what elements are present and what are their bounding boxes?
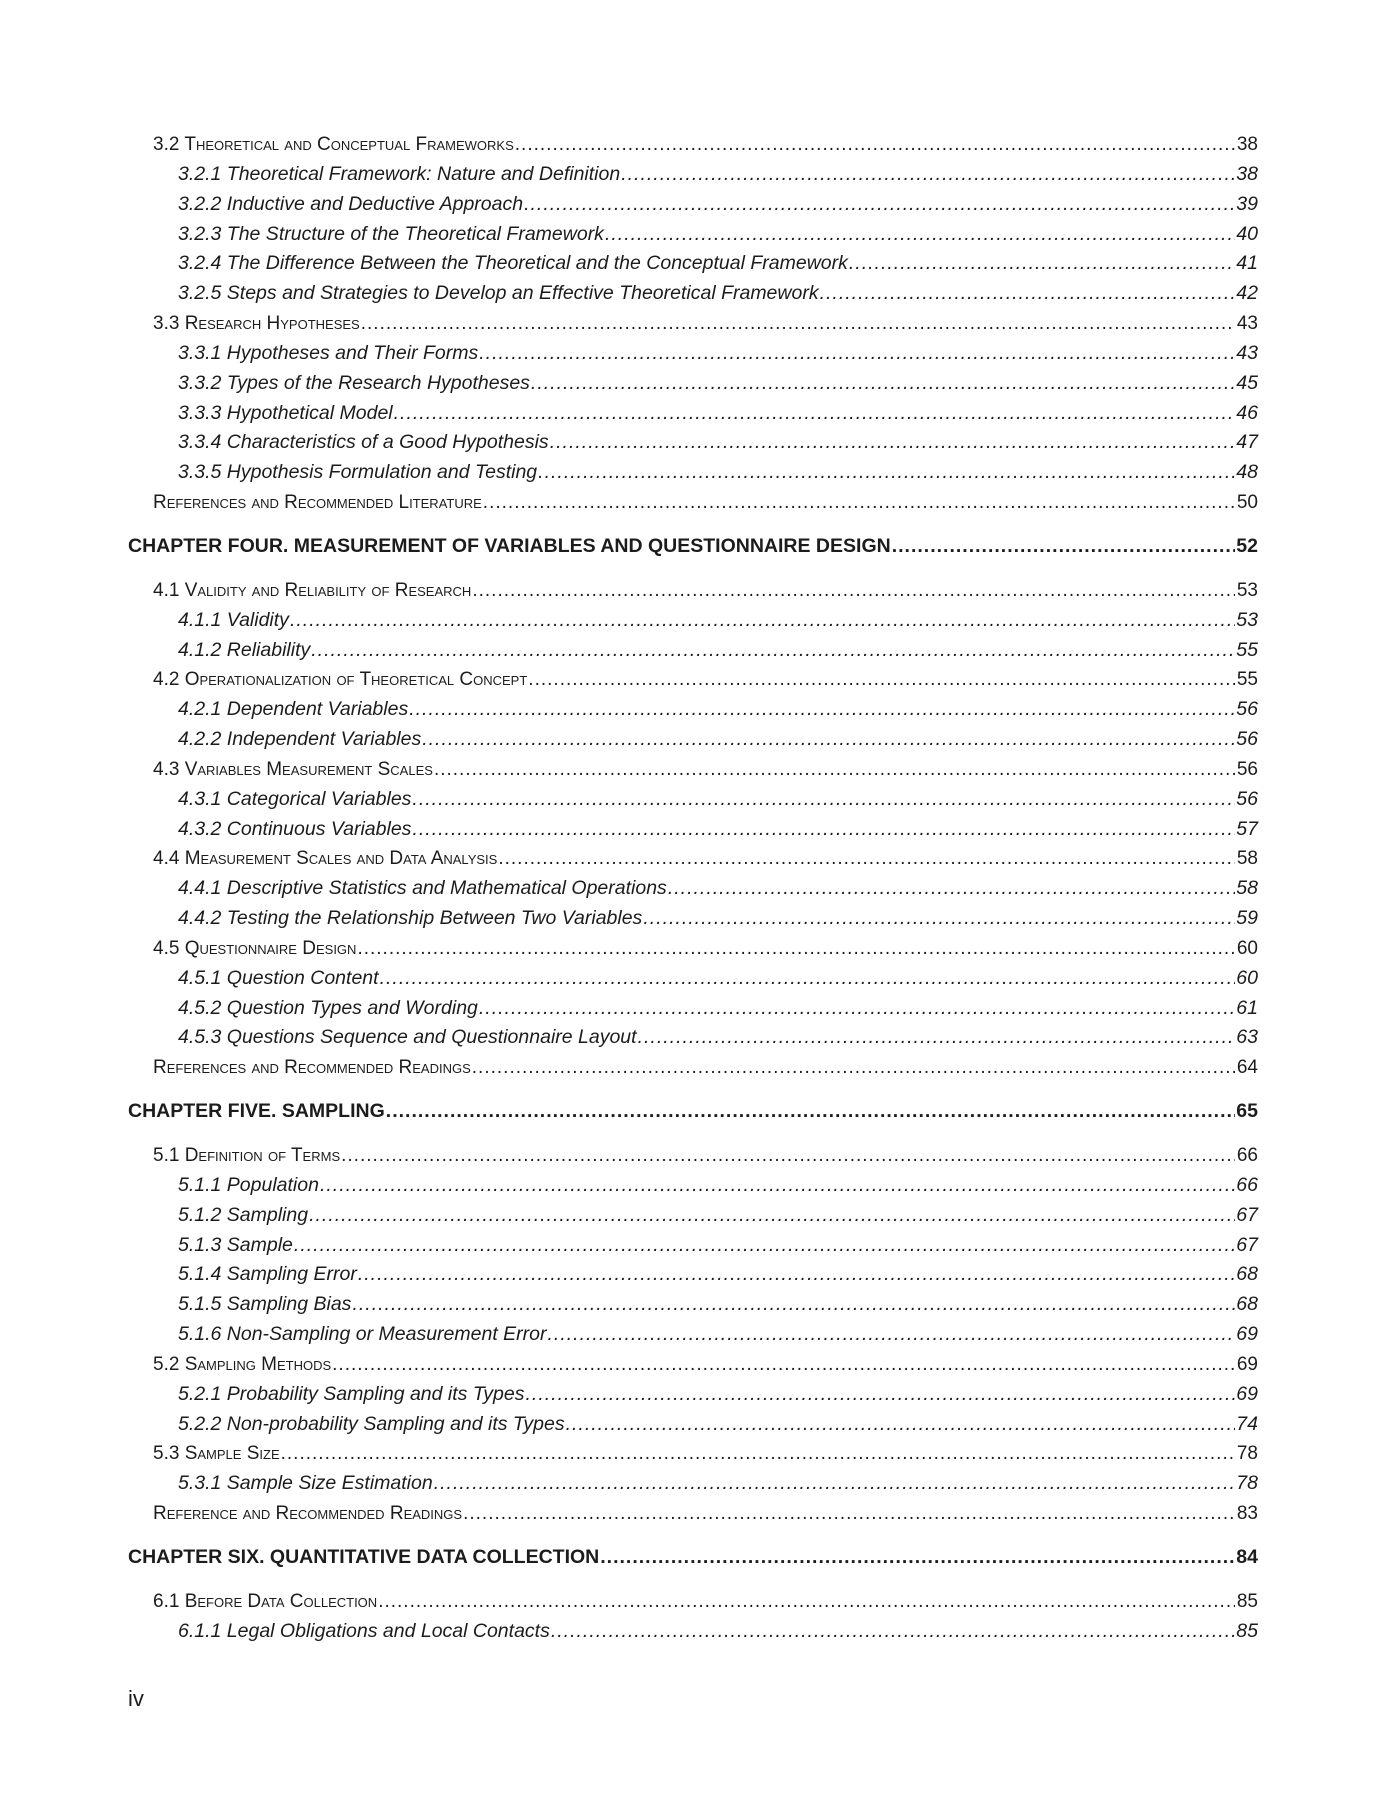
toc-entry-title: CHAPTER SIX. QUANTITATIVE DATA COLLECTION	[128, 1545, 600, 1568]
toc-entry[interactable]	[128, 190, 1258, 220]
toc-entry[interactable]	[128, 309, 1258, 339]
toc-entry[interactable]	[128, 695, 1258, 725]
dot-leader	[380, 964, 1235, 994]
dot-leader	[386, 1097, 1235, 1127]
toc-entry-page: 69	[1236, 1382, 1258, 1405]
toc-entry[interactable]	[128, 160, 1258, 190]
toc-entry-page: 47	[1236, 431, 1258, 454]
toc-entry-page: 38	[1236, 162, 1258, 185]
toc-entry-title: 3.2.4 The Difference Between the Theoretical and the Conceptual Framework	[178, 252, 848, 275]
dot-leader	[311, 636, 1235, 666]
toc-entry-title: 4.4.2 Testing the Relationship Between Two Variables	[178, 907, 643, 930]
toc-entry[interactable]	[128, 1380, 1258, 1410]
toc-chapter-entry[interactable]	[128, 532, 1258, 562]
dot-leader	[600, 1543, 1235, 1573]
dot-leader	[668, 874, 1235, 904]
toc-entry-title: 4.3.1 Categorical Variables	[178, 787, 412, 810]
toc-entry-title: 3.3 Research Hypotheses	[153, 313, 360, 335]
toc-entry[interactable]	[128, 725, 1258, 755]
dot-leader	[515, 130, 1235, 160]
toc-entry[interactable]	[128, 844, 1258, 874]
toc-entry[interactable]	[128, 606, 1258, 636]
dot-leader	[320, 1171, 1235, 1201]
toc-entry-page: 39	[1236, 192, 1258, 215]
dot-leader	[358, 1260, 1235, 1290]
toc-entry-title: 4.1.1 Validity	[178, 608, 289, 631]
toc-entry-title: 4.5.1 Question Content	[178, 966, 379, 989]
toc-entry-title: 3.3.1 Hypotheses and Their Forms	[178, 341, 479, 364]
toc-entry-page: 53	[1236, 608, 1258, 631]
toc-entry-page: 48	[1236, 461, 1258, 484]
toc-entry[interactable]	[128, 339, 1258, 369]
dot-leader	[472, 1053, 1235, 1083]
dot-leader	[638, 1023, 1235, 1053]
toc-entry-title: 5.1.4 Sampling Error	[178, 1263, 357, 1286]
toc-entry-page: 58	[1236, 848, 1258, 870]
table-of-contents	[128, 130, 1258, 1647]
toc-entry-title: 3.2.1 Theoretical Framework: Nature and Definition	[178, 162, 621, 185]
dot-leader	[341, 1141, 1235, 1171]
dot-leader	[281, 1439, 1235, 1469]
toc-entry-page: 74	[1236, 1412, 1258, 1435]
toc-entry-page: 85	[1236, 1619, 1258, 1642]
toc-entry-title: 5.1.2 Sampling	[178, 1203, 309, 1226]
toc-entry-title: 4.3.2 Continuous Variables	[178, 817, 412, 840]
dot-leader	[643, 904, 1235, 934]
toc-entry-page: 43	[1236, 341, 1258, 364]
toc-entry[interactable]	[128, 369, 1258, 399]
toc-entry[interactable]	[128, 1053, 1258, 1083]
toc-entry[interactable]	[128, 755, 1258, 785]
dot-leader	[605, 220, 1235, 250]
toc-entry[interactable]	[128, 934, 1258, 964]
page-number: iv	[128, 1686, 144, 1711]
toc-entry-page: 66	[1236, 1173, 1258, 1196]
dot-leader	[820, 279, 1235, 309]
toc-entry-title: 3.2 Theoretical and Conceptual Frameworks	[153, 134, 514, 155]
toc-entry[interactable]	[128, 1231, 1258, 1261]
toc-entry-page: 84	[1236, 1545, 1258, 1568]
toc-entry-title: 5.1 Definition of Terms	[153, 1145, 341, 1166]
dot-leader	[361, 309, 1235, 339]
dot-leader	[294, 1231, 1235, 1261]
toc-entry-page: 60	[1236, 937, 1258, 959]
toc-entry[interactable]	[128, 1617, 1258, 1647]
toc-entry[interactable]	[128, 1171, 1258, 1201]
toc-entry-title: 3.2.2 Inductive and Deductive Approach	[178, 192, 524, 215]
dot-leader	[479, 994, 1235, 1024]
toc-entry[interactable]	[128, 1499, 1258, 1529]
toc-entry-title: 4.4.1 Descriptive Statistics and Mathematical Operations	[178, 877, 667, 900]
dot-leader	[412, 815, 1235, 845]
toc-entry-page: 67	[1236, 1233, 1258, 1256]
toc-entry[interactable]	[128, 130, 1258, 160]
toc-entry-page: 68	[1236, 1293, 1258, 1316]
toc-entry[interactable]	[128, 249, 1258, 279]
toc-entry-page: 64	[1236, 1057, 1258, 1079]
toc-entry-title: 4.1 Validity and Reliability of Research	[153, 579, 472, 601]
toc-entry-title: 3.2.3 The Structure of the Theoretical Framework	[178, 222, 604, 245]
toc-entry-title: 5.2 Sampling Methods	[153, 1353, 332, 1375]
toc-entry-title: 3.3.2 Types of the Research Hypotheses	[178, 371, 530, 394]
toc-entry-title: 5.1.6 Non-Sampling or Measurement Error	[178, 1323, 547, 1346]
toc-entry-page: 56	[1236, 787, 1258, 810]
toc-entry-page: 59	[1236, 907, 1258, 930]
toc-entry[interactable]	[128, 665, 1258, 695]
toc-entry-title: 3.2.5 Steps and Strategies to Develop an Effective Theoretical Framework	[178, 282, 819, 305]
dot-leader	[892, 532, 1235, 562]
toc-entry-title: 4.2.2 Independent Variables	[178, 728, 422, 751]
dot-leader	[550, 428, 1235, 458]
toc-entry-page: 69	[1236, 1353, 1258, 1375]
toc-entry[interactable]	[128, 815, 1258, 845]
toc-entry[interactable]	[128, 458, 1258, 488]
toc-entry-page: 67	[1236, 1203, 1258, 1226]
toc-entry-title: 5.3.1 Sample Size Estimation	[178, 1472, 433, 1495]
toc-entry-title: 5.2.2 Non-probability Sampling and its Types	[178, 1412, 565, 1435]
toc-entry-page: 52	[1236, 534, 1258, 557]
toc-entry-page: 50	[1236, 492, 1258, 514]
toc-entry[interactable]	[128, 874, 1258, 904]
dot-leader	[309, 1201, 1235, 1231]
toc-entry-page: 85	[1236, 1590, 1258, 1612]
dot-leader	[849, 249, 1235, 279]
dot-leader	[332, 1350, 1235, 1380]
toc-entry-page: 66	[1236, 1145, 1258, 1166]
toc-entry[interactable]	[128, 785, 1258, 815]
dot-leader	[434, 755, 1235, 785]
toc-entry-page: 57	[1236, 817, 1258, 840]
dot-leader	[528, 665, 1235, 695]
toc-entry-page: 61	[1236, 996, 1258, 1019]
toc-entry-page: 41	[1236, 252, 1258, 275]
toc-entry[interactable]	[128, 576, 1258, 606]
toc-entry[interactable]	[128, 1141, 1258, 1171]
toc-entry[interactable]	[128, 1260, 1258, 1290]
toc-entry-title: CHAPTER FOUR. MEASUREMENT OF VARIABLES AND QUESTIONNAIRE DESIGN	[128, 534, 891, 557]
toc-entry[interactable]	[128, 428, 1258, 458]
dot-leader	[566, 1410, 1235, 1440]
dot-leader	[472, 576, 1235, 606]
toc-entry[interactable]	[128, 964, 1258, 994]
toc-entry-title: 3.3.3 Hypothetical Model	[178, 401, 393, 424]
toc-entry-title: CHAPTER FIVE. SAMPLING	[128, 1100, 385, 1123]
toc-entry[interactable]	[128, 1320, 1258, 1350]
toc-entry-title: 6.1 Before Data Collection	[153, 1590, 378, 1612]
toc-entry-title: 4.5 Questionnaire Design	[153, 937, 357, 959]
toc-entry-page: 65	[1236, 1100, 1258, 1123]
toc-entry-title: Reference and Recommended Readings	[153, 1503, 463, 1525]
toc-entry-title: 4.4 Measurement Scales and Data Analysis	[153, 848, 498, 870]
dot-leader	[531, 369, 1235, 399]
toc-entry-page: 55	[1236, 669, 1258, 691]
toc-entry-title: 4.5.2 Question Types and Wording	[178, 996, 478, 1019]
toc-entry-title: 4.2.1 Dependent Variables	[178, 698, 409, 721]
dot-leader	[352, 1290, 1235, 1320]
dot-leader	[409, 695, 1235, 725]
toc-entry-title: 3.3.4 Characteristics of a Good Hypothesis	[178, 431, 549, 454]
toc-chapter-entry[interactable]	[128, 1097, 1258, 1127]
toc-entry-title: 4.3 Variables Measurement Scales	[153, 758, 433, 780]
toc-entry[interactable]	[128, 1587, 1258, 1617]
toc-entry-title: 5.1.1 Population	[178, 1173, 319, 1196]
toc-entry[interactable]	[128, 1290, 1258, 1320]
toc-entry-page: 53	[1236, 579, 1258, 601]
toc-entry-title: References and Recommended Literature	[153, 492, 482, 514]
toc-entry-title: 6.1.1 Legal Obligations and Local Contacts	[178, 1619, 550, 1642]
dot-leader	[526, 1380, 1236, 1410]
dot-leader	[524, 190, 1235, 220]
dot-leader	[463, 1499, 1235, 1529]
dot-leader	[434, 1469, 1235, 1499]
toc-entry-page: 58	[1236, 877, 1258, 900]
toc-entry-page: 83	[1236, 1503, 1258, 1525]
toc-entry-page: 40	[1236, 222, 1258, 245]
dot-leader	[412, 785, 1235, 815]
toc-entry[interactable]	[128, 1469, 1258, 1499]
toc-entry[interactable]	[128, 220, 1258, 250]
dot-leader	[498, 844, 1235, 874]
toc-entry-title: 3.3.5 Hypothesis Formulation and Testing	[178, 461, 538, 484]
toc-entry-title: 4.5.3 Questions Sequence and Questionnaire Layout	[178, 1026, 637, 1049]
dot-leader	[378, 1587, 1235, 1617]
toc-entry-title: 4.2 Operationalization of Theoretical Concept	[153, 669, 528, 691]
toc-entry[interactable]	[128, 488, 1258, 518]
toc-entry-page: 43	[1236, 313, 1258, 335]
toc-entry[interactable]	[128, 1023, 1258, 1053]
toc-entry-title: 4.1.2 Reliability	[178, 638, 311, 661]
dot-leader	[422, 725, 1235, 755]
toc-entry-title: 5.1.3 Sample	[178, 1233, 293, 1256]
toc-entry-page: 56	[1236, 758, 1258, 780]
dot-leader	[483, 488, 1235, 518]
dot-leader	[621, 160, 1235, 190]
toc-entry-page: 56	[1236, 728, 1258, 751]
dot-leader	[357, 934, 1235, 964]
toc-entry[interactable]	[128, 399, 1258, 429]
toc-entry[interactable]	[128, 994, 1258, 1024]
dot-leader	[394, 399, 1235, 429]
toc-chapter-entry[interactable]	[128, 1543, 1258, 1573]
toc-entry-page: 68	[1236, 1263, 1258, 1286]
toc-entry-page: 55	[1236, 638, 1258, 661]
dot-leader	[479, 339, 1235, 369]
toc-entry-page: 56	[1236, 698, 1258, 721]
toc-entry-page: 60	[1236, 966, 1258, 989]
dot-leader	[548, 1320, 1236, 1350]
toc-entry-page: 78	[1236, 1443, 1258, 1465]
toc-entry[interactable]	[128, 636, 1258, 666]
toc-entry[interactable]	[128, 1410, 1258, 1440]
toc-entry-page: 78	[1236, 1472, 1258, 1495]
toc-entry-title: 5.2.1 Probability Sampling and its Types	[178, 1382, 525, 1405]
dot-leader	[290, 606, 1235, 636]
toc-entry-page: 46	[1236, 401, 1258, 424]
toc-entry-page: 63	[1236, 1026, 1258, 1049]
dot-leader	[551, 1617, 1235, 1647]
toc-entry-title: 5.1.5 Sampling Bias	[178, 1293, 352, 1316]
toc-entry-page: 69	[1236, 1323, 1258, 1346]
toc-entry[interactable]	[128, 1350, 1258, 1380]
toc-entry[interactable]	[128, 1201, 1258, 1231]
toc-entry-page: 38	[1236, 134, 1258, 155]
toc-entry-page: 42	[1236, 282, 1258, 305]
toc-entry[interactable]	[128, 904, 1258, 934]
toc-entry-page: 45	[1236, 371, 1258, 394]
toc-entry-title: 5.3 Sample Size	[153, 1443, 280, 1465]
dot-leader	[538, 458, 1235, 488]
toc-entry[interactable]	[128, 1439, 1258, 1469]
toc-entry-title: References and Recommended Readings	[153, 1057, 471, 1079]
toc-entry[interactable]	[128, 279, 1258, 309]
